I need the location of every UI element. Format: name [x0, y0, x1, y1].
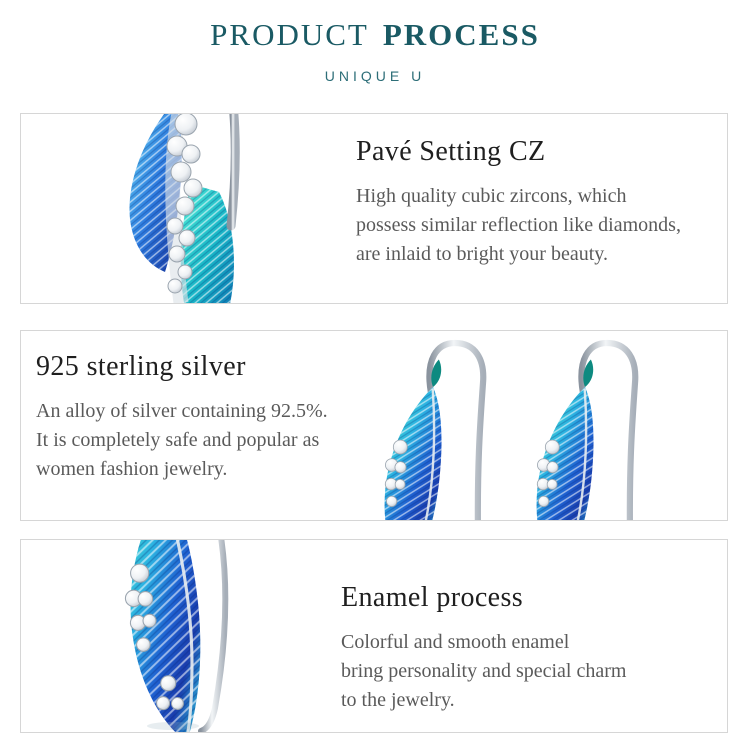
section-title: Enamel process [341, 582, 524, 613]
body-line: possess similar reflection like diamonds, [356, 214, 681, 236]
feather-earrings-pair-image [381, 331, 728, 520]
section-card-enamel-process [20, 539, 728, 733]
pave-setting-text-block [356, 136, 681, 269]
page-title-bold: PROCESS [382, 17, 540, 52]
section-body [356, 182, 681, 269]
body-line: to the jewelry. [341, 689, 455, 711]
section-card-sterling-silver [20, 330, 728, 521]
section-title: Pavé Setting CZ [356, 136, 546, 167]
body-line: Colorful and smooth enamel [341, 631, 570, 653]
sterling-silver-text-block [36, 351, 328, 484]
feather-earring-with-hook-image [81, 540, 311, 732]
section-title: 925 sterling silver [36, 351, 246, 382]
body-line: An alloy of silver containing 92.5%. [36, 400, 328, 422]
page-title-regular: PRODUCT [210, 17, 369, 52]
body-line: High quality cubic zircons, which [356, 185, 627, 207]
section-card-pave-setting [20, 113, 728, 304]
section-body [341, 628, 626, 715]
body-line: are inlaid to bright your beauty. [356, 243, 608, 265]
section-body [36, 397, 328, 484]
body-line: It is completely safe and popular as [36, 429, 320, 451]
body-line: bring personality and special charm [341, 660, 627, 682]
feather-earring-closeup-image [81, 114, 301, 303]
enamel-process-text-block [341, 582, 626, 715]
page-subtitle: UNIQUE U [324, 68, 426, 84]
header [0, 18, 750, 84]
page-title [0, 18, 750, 52]
body-line: women fashion jewelry. [36, 458, 228, 480]
